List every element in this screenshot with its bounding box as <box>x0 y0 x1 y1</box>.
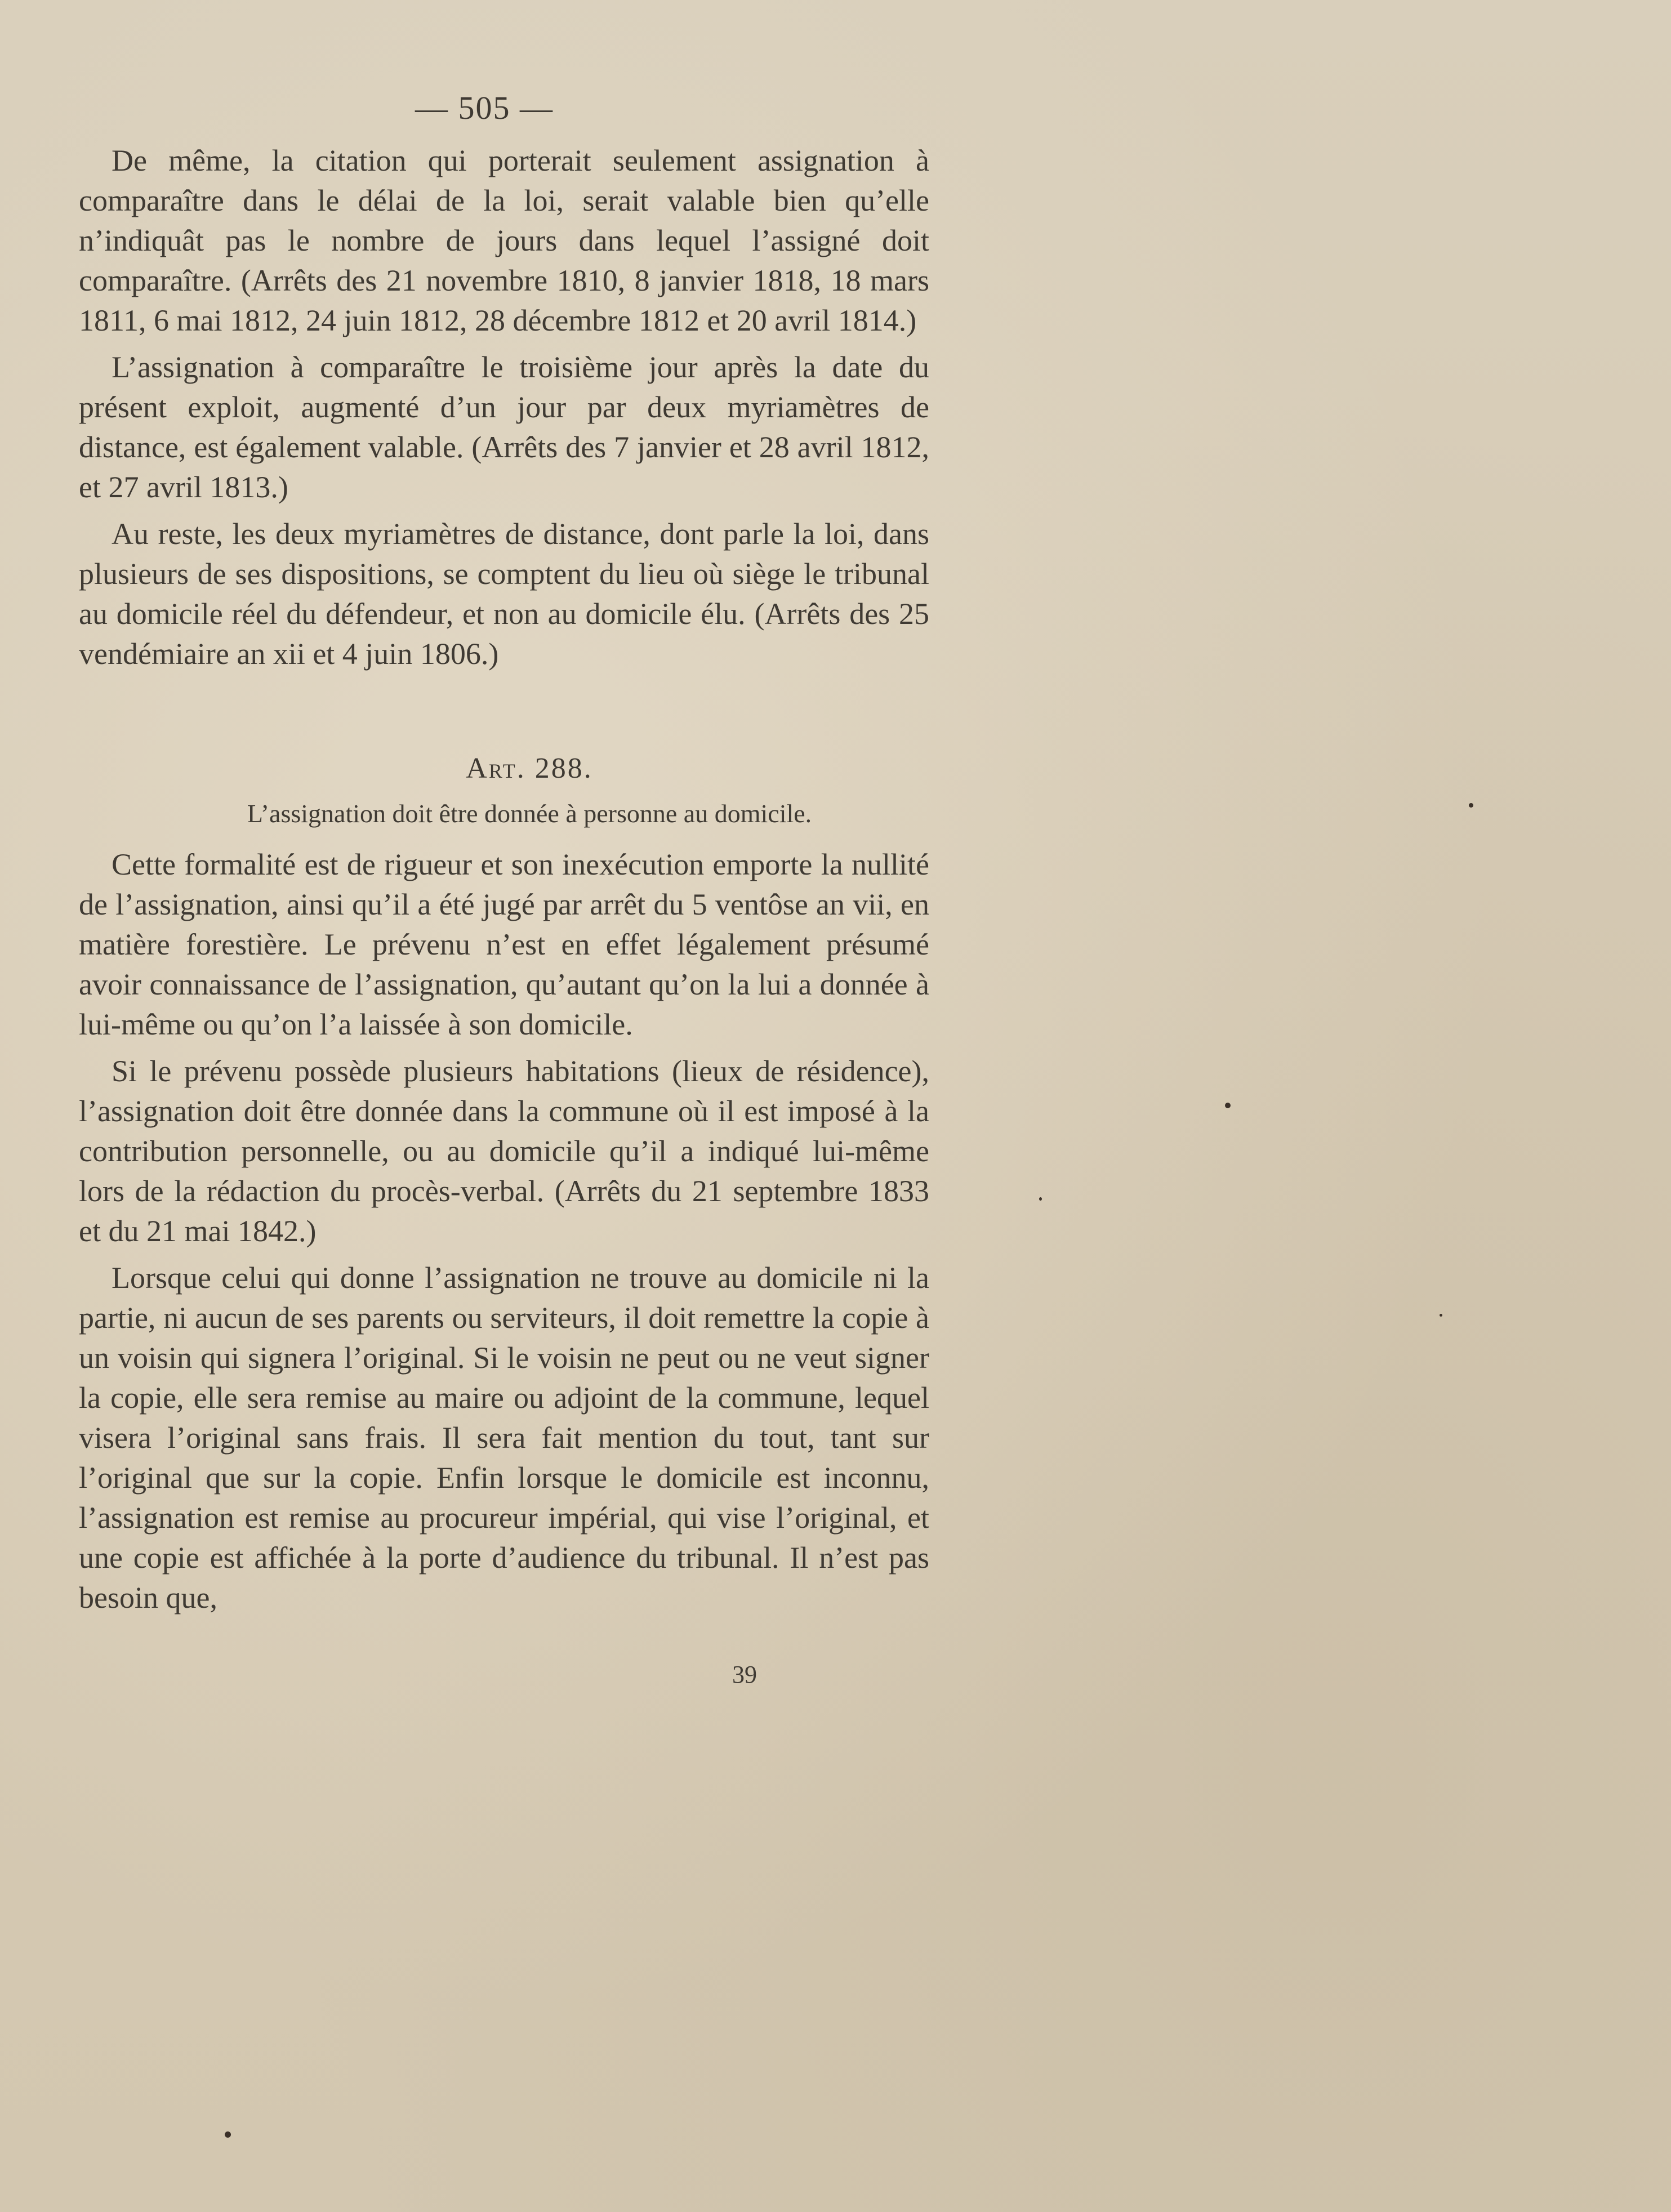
paragraph: Au reste, les deux myriamètres de distance, dont parle la loi, dans plusieurs de ses dispositions, se comptent du lieu où siège le tribunal au domicile réel du défendeur, et non au domicile élu. (Arrêts des 25 vendémiaire an xii et 4 juin 1806.) <box>79 517 929 671</box>
speck <box>1039 1197 1042 1201</box>
page-number: — 505 — <box>415 90 554 126</box>
article-heading <box>0 752 1059 785</box>
paragraph: Si le prévenu possède plusieurs habitations (lieux de résidence), l’assignation doit être donnée dans la commune où il est imposé à la contribution personnelle, ou au domicile qu’il a indiqué lui-même lors de la rédaction du procès-verbal. (Arrêts du 21 septembre 1833 et du 21 mai 1842.) <box>79 1054 929 1248</box>
speck <box>1440 1314 1442 1317</box>
speck <box>1225 1103 1231 1108</box>
signature-mark: 39 <box>732 1661 757 1688</box>
speck <box>225 2131 231 2138</box>
speck <box>1469 803 1473 808</box>
paragraph: De même, la citation qui porterait seulement assignation à comparaître dans le délai de la loi, serait valable bien qu’elle n’indiquât pas le nombre de jours dans lequel l’assigné doit comparaître. (Arrêts des 21 novembre 1810, 8 janvier 1818, 18 mars 1811, 6 mai 1812, 24 juin 1812, 28 décembre 1812 et 20 avril 1814.) <box>79 144 929 337</box>
bottom-text-block <box>79 845 929 1625</box>
top-text-block <box>79 141 929 681</box>
article-subheading: L’assignation doit être donnée à personne au domicile. <box>247 799 812 828</box>
paragraph: L’assignation à comparaître le troisième jour après la date du présent exploit, augmenté d’un jour par deux myriamètres de distance, est également valable. (Arrêts des 7 janvier et 28 avril 1812, et 27 avril 1813.) <box>79 350 929 504</box>
paragraph: Lorsque celui qui donne l’assignation ne trouve au domicile ni la partie, ni aucun de ses parents ou serviteurs, il doit remettre la copie à un voisin qui signera l’original. Si le voisin ne peut ou ne veut signer la copie, elle sera remise au maire ou adjoint de la commune, lequel visera l’original sans frais. Il sera fait mention du tout, tant sur l’original que sur la copie. Enfin lorsque le domicile est inconnu, l’assignation est remise au procureur impérial, qui vise l’original, et une copie est affichée à la porte d’audience du tribunal. Il n’est pas besoin que, <box>79 1261 929 1615</box>
article-heading-text: Art. 288. <box>466 752 593 784</box>
paragraph: Cette formalité est de rigueur et son inexécution emporte la nullité de l’assignation, ainsi qu’il a été jugé par arrêt du 5 ventôse an vii, en matière forestière. Le prévenu n’est en effet légalement présumé avoir connaissance de l’assignation, qu’autant qu’on la lui a donnée à lui-même ou qu’on l’a laissée à son domicile. <box>79 848 929 1041</box>
